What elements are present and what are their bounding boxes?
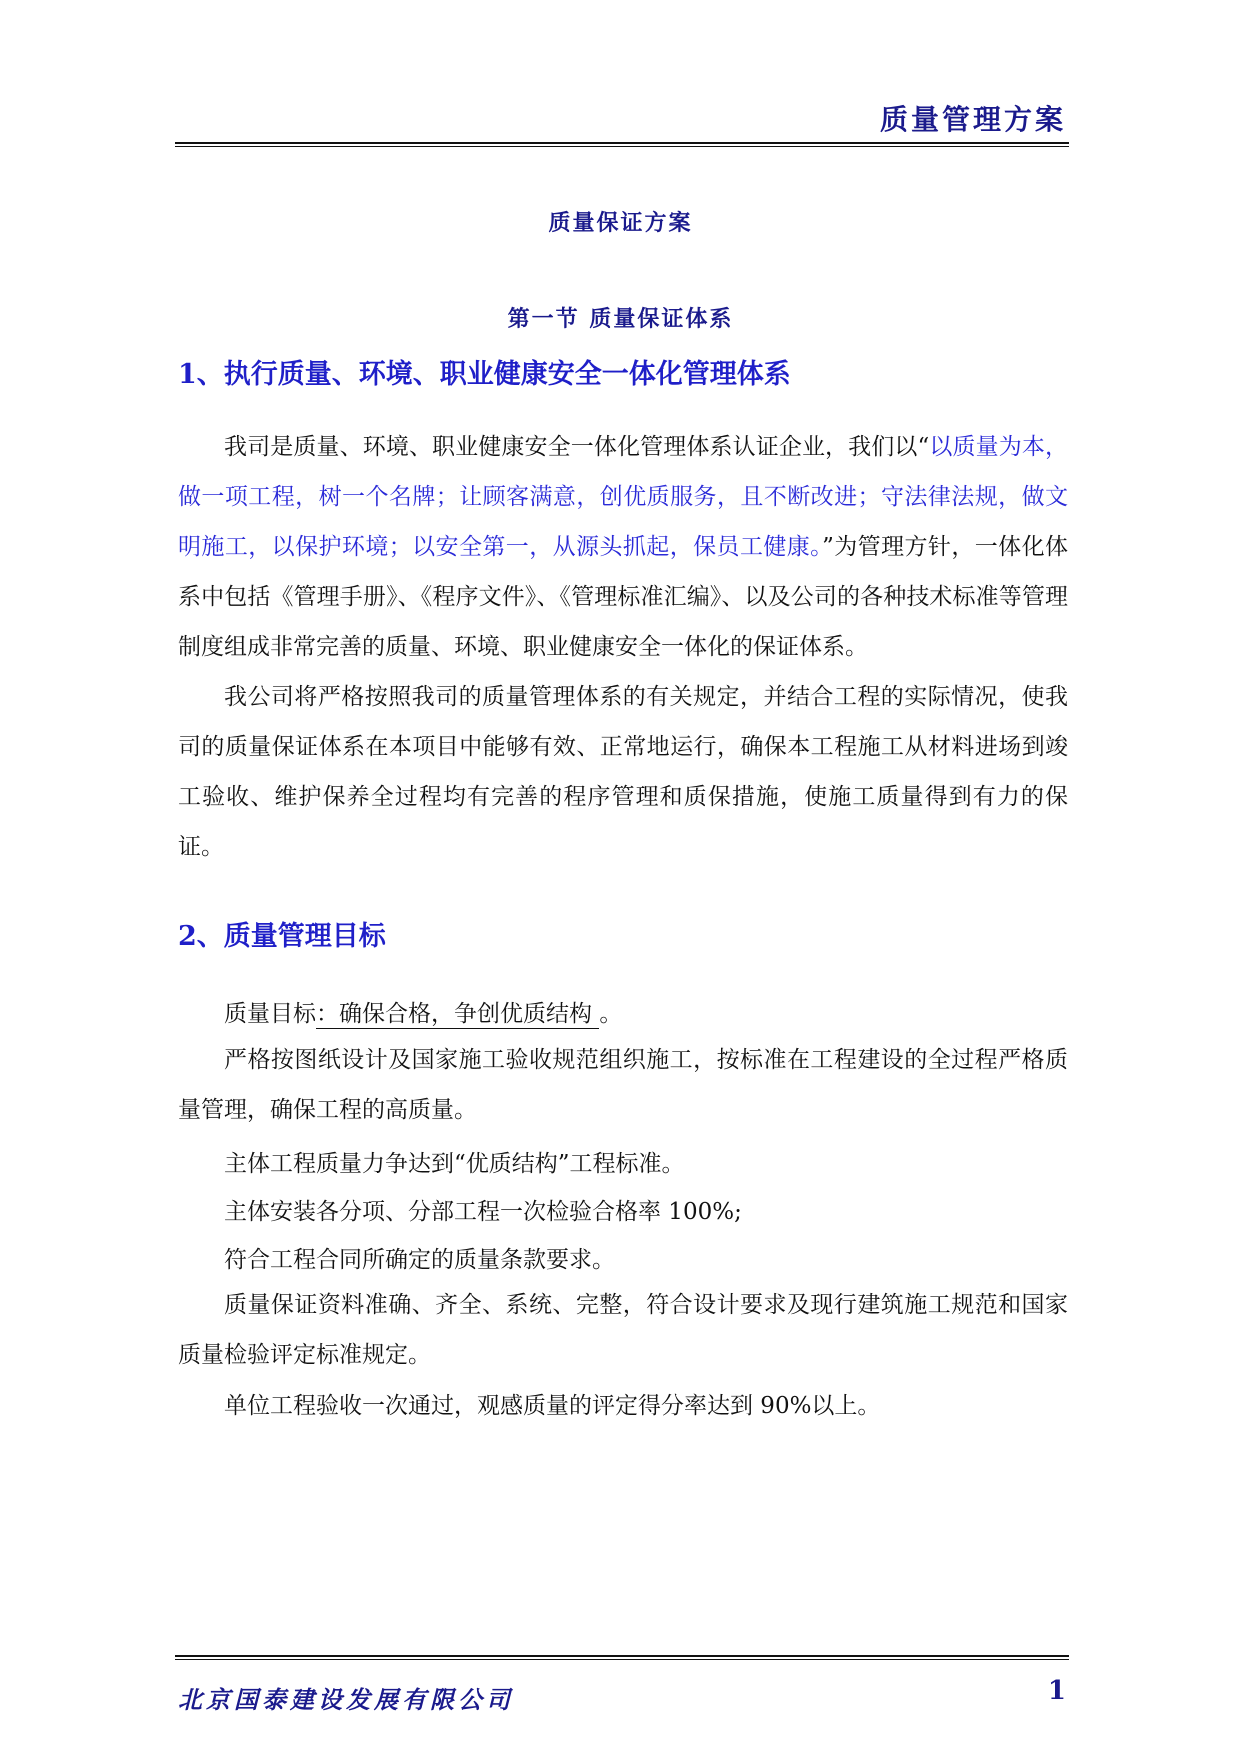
footer-company-name: 北京国泰建设发展有限公司 <box>178 1685 514 1714</box>
paragraph-documentation: 质量保证资料准确、齐全、系统、完整，符合设计要求及现行建筑施工规范和国家质量检验评定标准规定。 <box>178 1292 1068 1368</box>
footer-rule-thin <box>175 1659 1069 1660</box>
goal-item-structure: 主体工程质量力争达到“优质结构”工程标准。 <box>224 1151 685 1177</box>
heading-section-2: 2、质量管理目标 <box>178 921 386 952</box>
goal-end: 。 <box>599 1001 623 1027</box>
page-number: 1 <box>1047 1676 1066 1706</box>
policy-quote-text: 以质量为本，做一项工程，树一个名牌；让顾客满意，创优质服务，且不断改进；守法律法规，做文明施工，以保护环境；以安全第一，从源头抓起，保员工健康。 <box>178 434 1069 560</box>
header-rule <box>175 142 1069 144</box>
goal-item-acceptance: 单位工程验收一次通过，观感质量的评定得分率达到 90%以上。 <box>224 1393 881 1419</box>
section-1-body <box>178 422 1068 872</box>
header-title: 质量管理方案 <box>879 103 1066 136</box>
goal-value: ：确保合格，争创优质结构 <box>316 1001 600 1027</box>
policy-outro-text: ”为管理方针，一体化体系中包括《管理手册》、《程序文件》、《管理标准汇编》、以及公司的各种技术标准等管理制度组成非常完善的质量、环境、职业健康安全一体化的保证体系。 <box>178 534 1068 660</box>
documentation-paragraph-block <box>178 1280 1068 1380</box>
header-rule-thin <box>175 146 1069 147</box>
goal-item-pass-rate: 主体安装各分项、分部工程一次检验合格率 100%; <box>224 1199 742 1225</box>
strict-management-paragraph-block <box>178 1035 1068 1135</box>
document-title: 质量保证方案 <box>548 210 693 236</box>
paragraph-policy <box>178 422 1068 672</box>
heading-section-1: 1、执行质量、环境、职业健康安全一体化管理体系 <box>178 359 791 390</box>
footer-rule <box>175 1655 1069 1657</box>
policy-intro-text: 我司是质量、环境、职业健康安全一体化管理体系认证企业，我们以“ <box>224 434 930 460</box>
paragraph-strict-management: 严格按图纸设计及国家施工验收规范组织施工，按标准在工程建设的全过程严格质量管理，确保工程的高质量。 <box>178 1047 1068 1123</box>
section-title: 第一节 质量保证体系 <box>507 306 734 332</box>
paragraph-implementation: 我公司将严格按照我司的质量管理体系的有关规定，并结合工程的实际情况，使我司的质量保证体系在本项目中能够有效、正常地运行，确保本工程施工从材料进场到竣工验收、维护保养全过程均有完善的程序管理和质保措施，使施工质量得到有力的保证。 <box>178 684 1068 860</box>
goal-item-contract: 符合工程合同所确定的质量条款要求。 <box>224 1247 615 1273</box>
goal-label: 质量目标 <box>224 1001 316 1027</box>
quality-goal-line <box>178 995 622 1028</box>
